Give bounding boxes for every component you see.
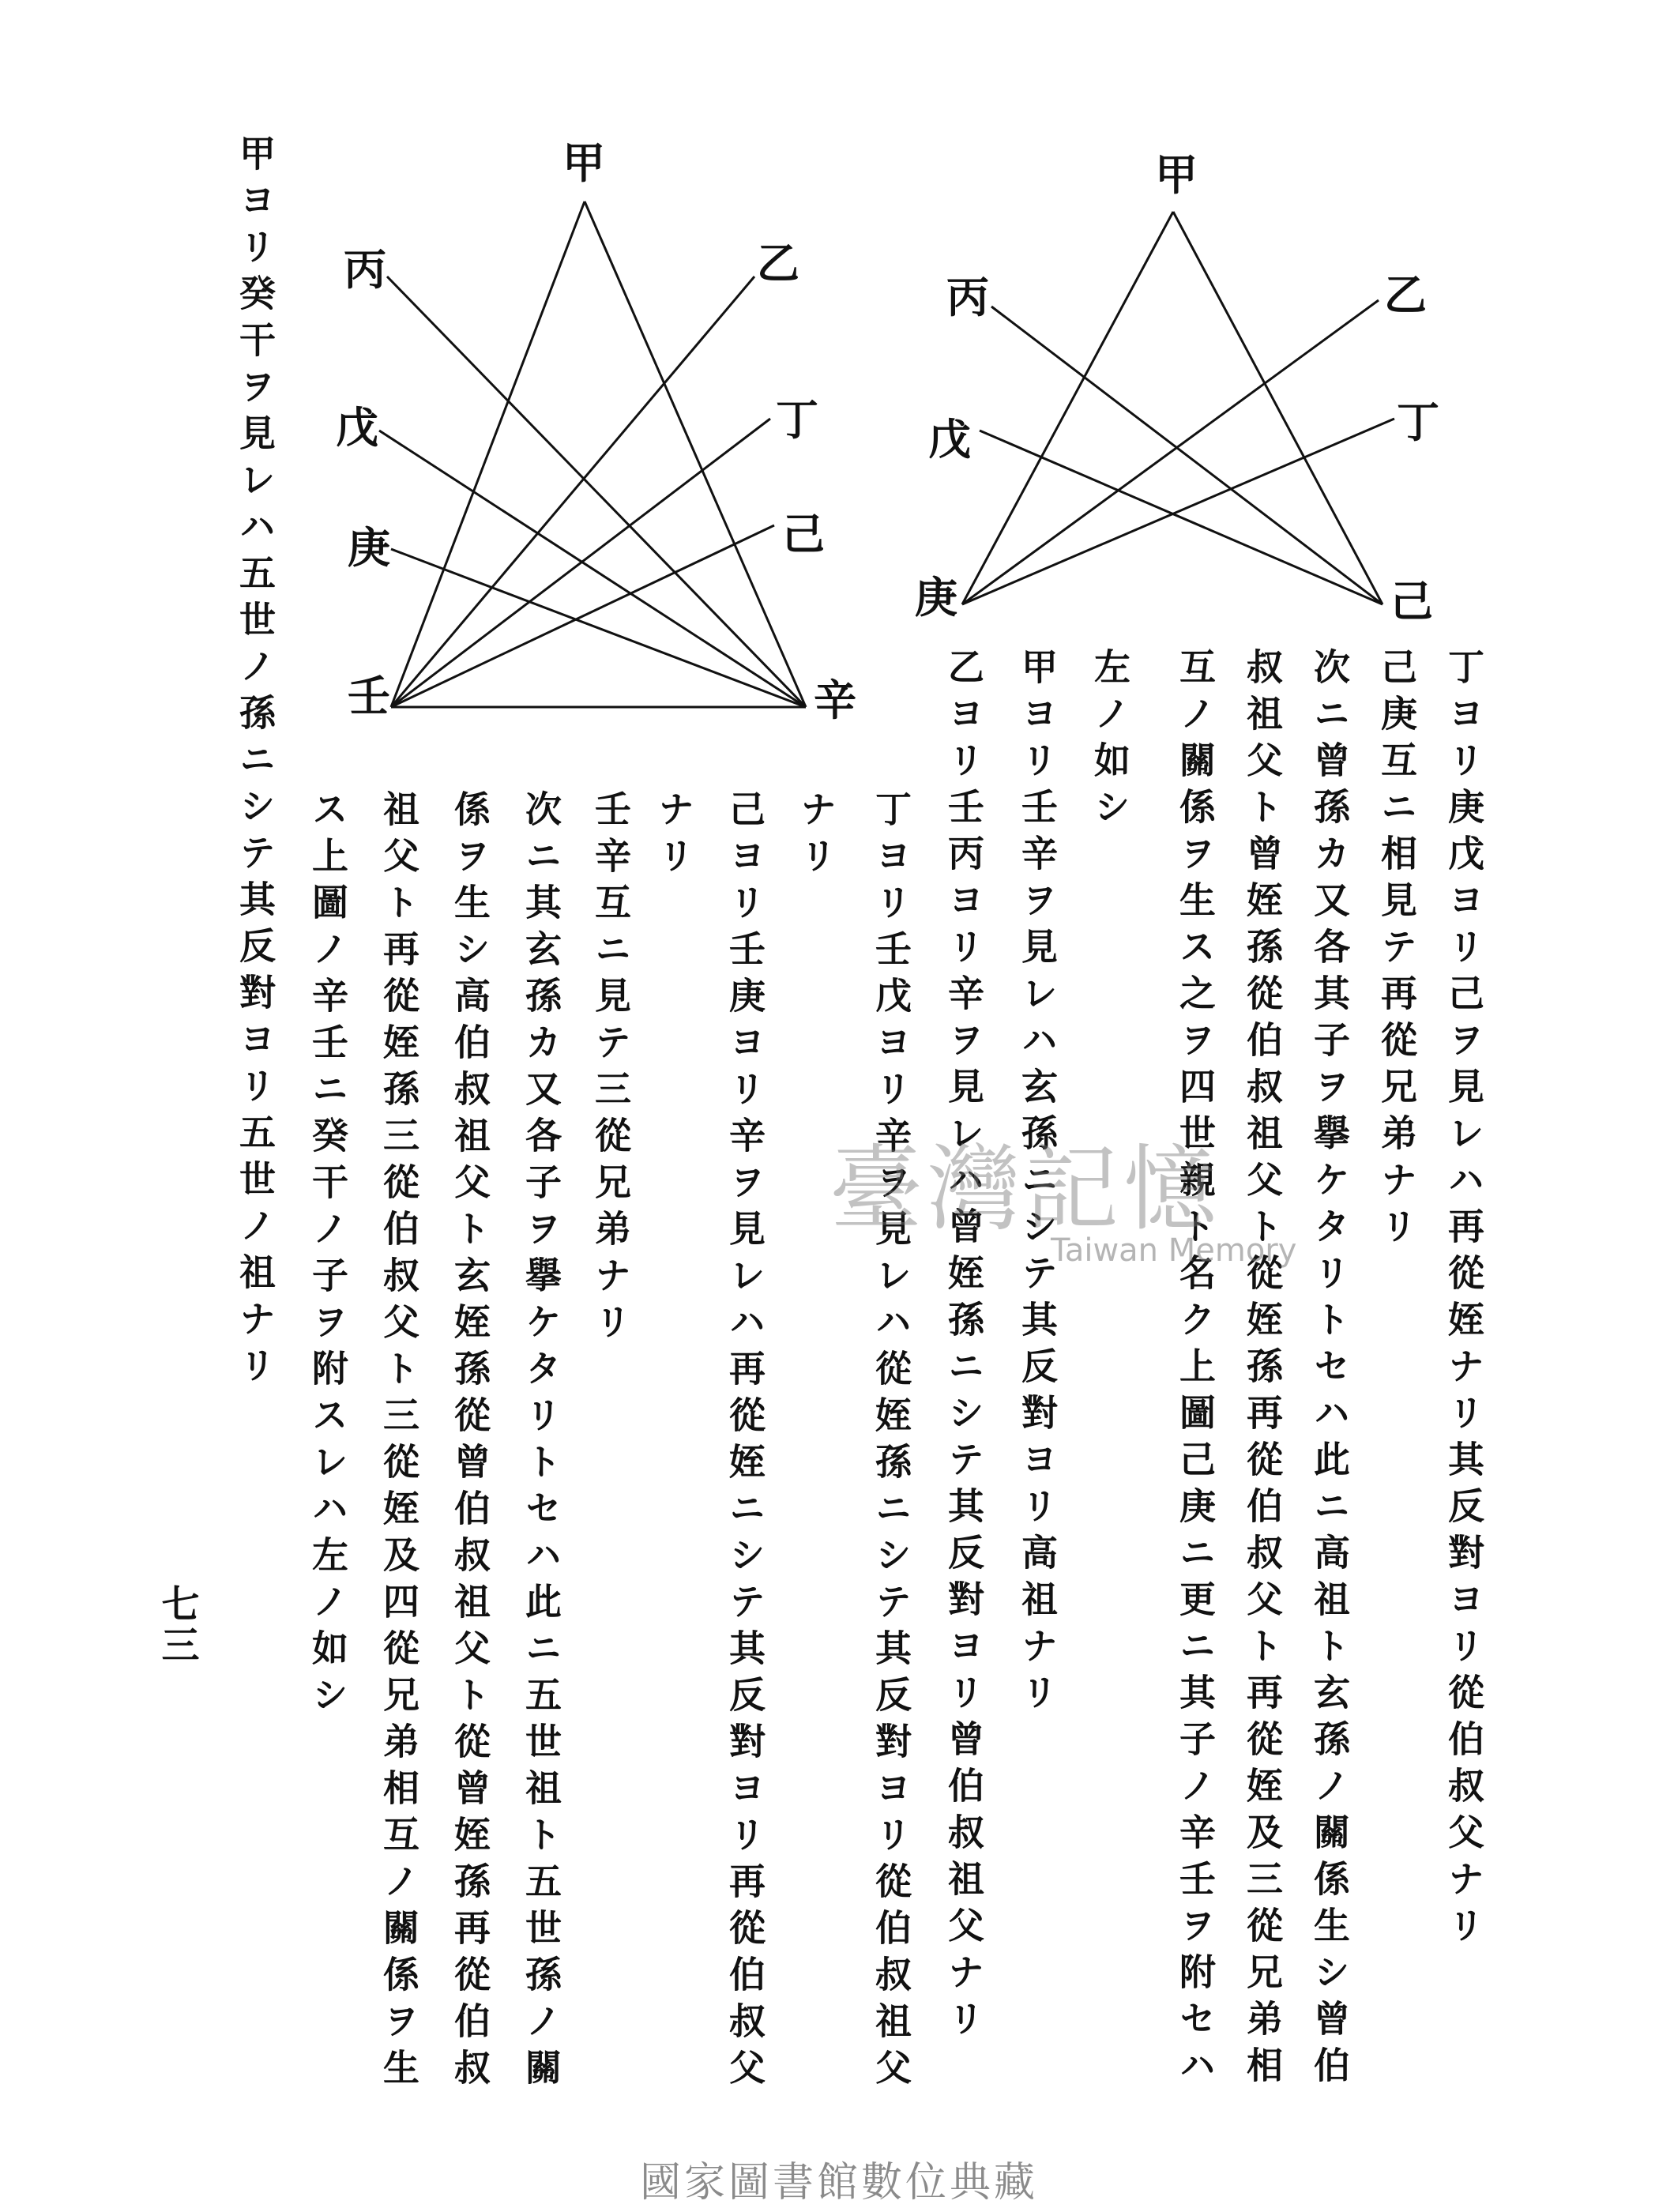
text-column: 係ヲ生シ高伯叔祖父ト玄姪孫從曾伯叔祖父ト從曾姪孫再從伯叔 [449, 790, 491, 2095]
connector-line [391, 276, 754, 707]
diagram-label: 辛 [814, 675, 856, 725]
diagram-label: 壬 [348, 671, 390, 721]
diagram-label: 丙 [344, 244, 386, 295]
text-column: 次ニ其玄孫カ又各子ヲ擧ケタリトセハ此ニ五世祖ト五世孫ノ關 [520, 790, 562, 2095]
text-column: 叔祖父ト曾姪孫從伯叔祖父ト從姪孫再從伯叔父ト再從姪及三從兄弟相 [1241, 648, 1284, 2093]
diagram-label: 戊 [336, 402, 378, 453]
watermark-chinese: 臺灣記憶 [830, 1134, 1222, 1243]
diagram-label: 庚 [915, 572, 957, 623]
text-column: 左ノ如シ [1089, 648, 1131, 834]
diagram-label: 甲 [1155, 149, 1198, 200]
connector-line [991, 307, 1382, 604]
text-column: 甲ヨリ癸干ヲ見レハ五世ノ孫ニシテ其反對ヨリ五世ノ祖ナリ [234, 134, 276, 1393]
text-column: 壬辛互ニ見テ三從兄弟ナリ [589, 790, 632, 1349]
text-column: 互ノ關係ヲ生ス之ヲ四世親ト名ク上圖己庚ニ更ニ其子ノ辛壬ヲ附セハ [1174, 648, 1217, 2093]
diagram-label: 庚 [348, 522, 390, 573]
triangle-edge [962, 212, 1173, 604]
text-column: ナリ [653, 790, 695, 883]
page-number: 七三 [155, 1584, 199, 1666]
diagram-label: 戊 [928, 414, 971, 465]
text-column: 己庚互ニ相見テ再從兄弟ナリ [1375, 648, 1418, 1254]
text-column: 甲ヨリ壬辛ヲ見レハ玄孫ニシテ其反對ヨリ高祖ナリ [1016, 648, 1059, 1720]
connector-line [387, 276, 806, 707]
triangle-edge [391, 201, 585, 707]
text-column: 丁ヨリ庚戊ヨリ己ヲ見レハ再從姪ナリ其反對ヨリ從伯叔父ナリ [1443, 648, 1485, 1953]
text-column: 丁ヨリ壬戊ヨリ辛ヲ見レハ從姪孫ニシテ其反對ヨリ從伯叔祖父 [870, 790, 912, 2095]
diagram-label: 甲 [562, 137, 605, 188]
watermark-english: Taiwan Memory [1051, 1232, 1297, 1269]
diagram-left [379, 201, 806, 707]
connector-line [391, 419, 770, 707]
diagram-label: 己 [1390, 576, 1433, 626]
diagram-label: 丁 [776, 394, 818, 445]
diagram-label: 丁 [1397, 397, 1439, 447]
diagram-right [962, 212, 1394, 604]
diagram-label: 丙 [946, 272, 989, 322]
text-column: 乙ヨリ壬丙ヨリ辛ヲ見レハ曾姪孫ニシテ其反對ヨリ曾伯叔祖父ナリ [942, 648, 985, 2046]
diagram-label: 乙 [757, 238, 799, 288]
footer-text: 國家圖書館數位典藏 [640, 2159, 1039, 2206]
text-column: 祖父ト再從姪孫三從伯叔父ト三從姪及四從兄弟相互ノ關係ヲ生 [378, 790, 420, 2095]
connector-line [980, 431, 1382, 604]
text-column: 次ニ曾孫カ又各其子ヲ擧ケタリトセハ此ニ高祖ト玄孫ノ關係生シ曾伯 [1308, 648, 1351, 2093]
text-column: 己ヨリ壬庚ヨリ辛ヲ見レハ再從姪ニシテ其反對ヨリ再從伯叔父 [724, 790, 766, 2095]
triangle-edge [1173, 212, 1382, 604]
text-column: ス上圖ノ辛壬ニ癸干ノ子ヲ附スレハ左ノ如シ [307, 790, 349, 1722]
diagram-label: 己 [782, 509, 825, 559]
diagram-label: 乙 [1384, 269, 1427, 320]
text-column: ナリ [795, 790, 837, 883]
